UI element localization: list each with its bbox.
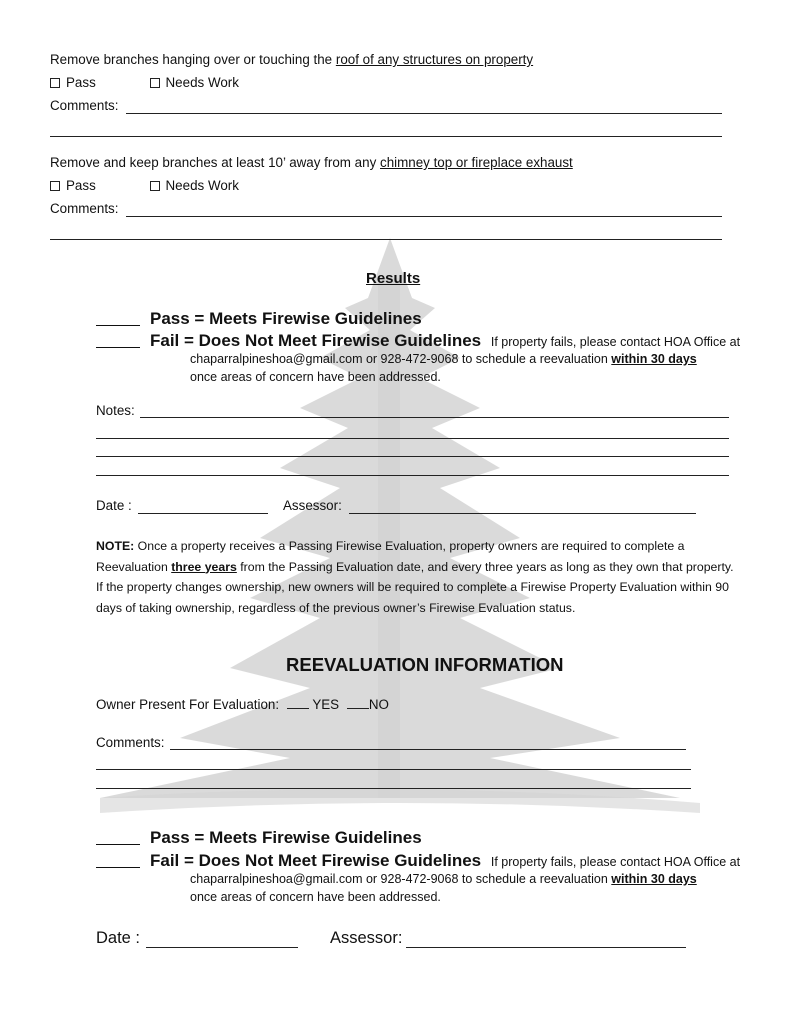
reeval-date-label: Date : — [96, 929, 141, 947]
reeval-comments-line-1[interactable] — [170, 749, 686, 750]
notes-line-3[interactable] — [96, 456, 729, 457]
needs-work-label: Needs Work — [165, 178, 239, 193]
fail-text: Fail = Does Not Meet Firewise Guidelines — [150, 331, 482, 350]
note-emph: three years — [171, 559, 237, 574]
reeval-pass-text: Pass = Meets Firewise Guidelines — [150, 828, 422, 847]
item-2-prefix: Remove and keep branches at least 10’ away from any — [50, 155, 380, 170]
fail-note-2-emph: within 30 days — [611, 352, 697, 366]
item-1-options — [50, 75, 239, 91]
notes-line-4[interactable] — [96, 475, 729, 476]
note-text-2: from the Passing Evaluation date, and every three years as long as they own that property. If the property changes ownership, new owners will be required to complete a Firewise Property Evaluation within 90 days of taking ownership, regardless of the previous owner’s Firewise Evaluation status. — [96, 559, 734, 615]
reeval-fail-note-2-prefix: chaparralpineshoa@gmail.com or 928-472-9068 to schedule a reevaluation — [190, 872, 612, 886]
item-2-pass-option[interactable] — [50, 178, 96, 193]
results-date-field[interactable] — [138, 513, 268, 514]
notes-line-2[interactable] — [96, 438, 729, 439]
inspection-item-1-text — [50, 52, 533, 67]
item-1-comments-line-2[interactable] — [50, 136, 722, 137]
reeval-pass-row — [96, 828, 422, 848]
results-assessor-label: Assessor: — [283, 498, 342, 513]
item-2-comments-line-2[interactable] — [50, 239, 722, 240]
comments-label: Comments: — [50, 201, 119, 216]
reeval-date-field[interactable] — [146, 947, 298, 948]
needs-work-label: Needs Work — [165, 75, 239, 90]
owner-present-label: Owner Present For Evaluation: — [96, 697, 280, 712]
fail-note-2-prefix: chaparralpineshoa@gmail.com or 928-472-9068 to schedule a reevaluation — [190, 352, 612, 366]
item-1-highlight: roof of any structures on property — [335, 52, 534, 67]
item-1-needs-work-option[interactable] — [150, 75, 239, 90]
reeval-fail-note-2 — [190, 872, 697, 886]
results-fail-row — [96, 331, 740, 351]
inspection-item-2-text — [50, 155, 573, 170]
pass-label: Pass — [66, 75, 96, 90]
checkbox-icon[interactable] — [150, 181, 160, 191]
item-2-comments-label — [50, 201, 118, 216]
item-2-needs-work-option[interactable] — [150, 178, 239, 193]
reeval-comments-label: Comments: — [96, 735, 165, 750]
pass-label: Pass — [66, 178, 96, 193]
reeval-fail-text: Fail = Does Not Meet Firewise Guidelines — [150, 851, 482, 870]
reeval-fail-note-1: If property fails, please contact HOA Office at — [490, 855, 741, 869]
item-1-comments-label — [50, 98, 118, 113]
fail-blank[interactable] — [96, 347, 140, 348]
results-pass-row — [96, 309, 422, 329]
fail-note-1: If property fails, please contact HOA Office at — [490, 335, 741, 349]
reeval-fail-row — [96, 851, 740, 871]
results-assessor-field[interactable] — [349, 513, 696, 514]
reeval-fail-note-3: once areas of concern have been addressed. — [190, 890, 441, 904]
item-1-pass-option[interactable] — [50, 75, 96, 90]
pass-blank[interactable] — [96, 325, 140, 326]
fail-note-3: once areas of concern have been addressed. — [190, 370, 441, 384]
checkbox-icon[interactable] — [150, 78, 160, 88]
reeval-comments-line-3[interactable] — [96, 788, 691, 789]
owner-yes-blank[interactable] — [287, 708, 309, 709]
owner-no-blank[interactable] — [347, 708, 369, 709]
pass-text: Pass = Meets Firewise Guidelines — [150, 309, 422, 328]
reeval-assessor-field[interactable] — [406, 947, 686, 948]
results-heading: Results — [366, 270, 421, 287]
reeval-fail-blank[interactable] — [96, 867, 140, 868]
no-label: NO — [368, 697, 389, 712]
comments-label: Comments: — [50, 98, 119, 113]
item-2-highlight: chimney top or fireplace exhaust — [380, 155, 573, 170]
item-1-prefix: Remove branches hanging over or touching the — [50, 52, 336, 67]
notes-line-1[interactable] — [140, 417, 729, 418]
reeval-comments-line-2[interactable] — [96, 769, 691, 770]
reeval-pass-blank[interactable] — [96, 844, 140, 845]
reevaluation-heading: REEVALUATION INFORMATION — [286, 654, 564, 675]
fail-note-2 — [190, 352, 697, 366]
checkbox-icon[interactable] — [50, 78, 60, 88]
reeval-fail-note-2-emph: within 30 days — [611, 872, 697, 886]
owner-present-row — [96, 697, 389, 712]
notes-label: Notes: — [96, 403, 135, 418]
reeval-assessor-label: Assessor: — [330, 929, 403, 947]
note-text-1: Once a property receives a Passing Firewise Evaluation, property owners are required to complete a Reevaluation — [96, 539, 685, 574]
item-2-comments-line-1[interactable] — [126, 216, 722, 217]
yes-label: YES — [312, 697, 340, 712]
item-1-comments-line-1[interactable] — [126, 113, 722, 114]
checkbox-icon[interactable] — [50, 181, 60, 191]
item-2-options — [50, 178, 239, 194]
results-date-label: Date : — [96, 498, 132, 513]
note-label: NOTE: — [96, 539, 135, 553]
note-paragraph — [96, 536, 736, 618]
